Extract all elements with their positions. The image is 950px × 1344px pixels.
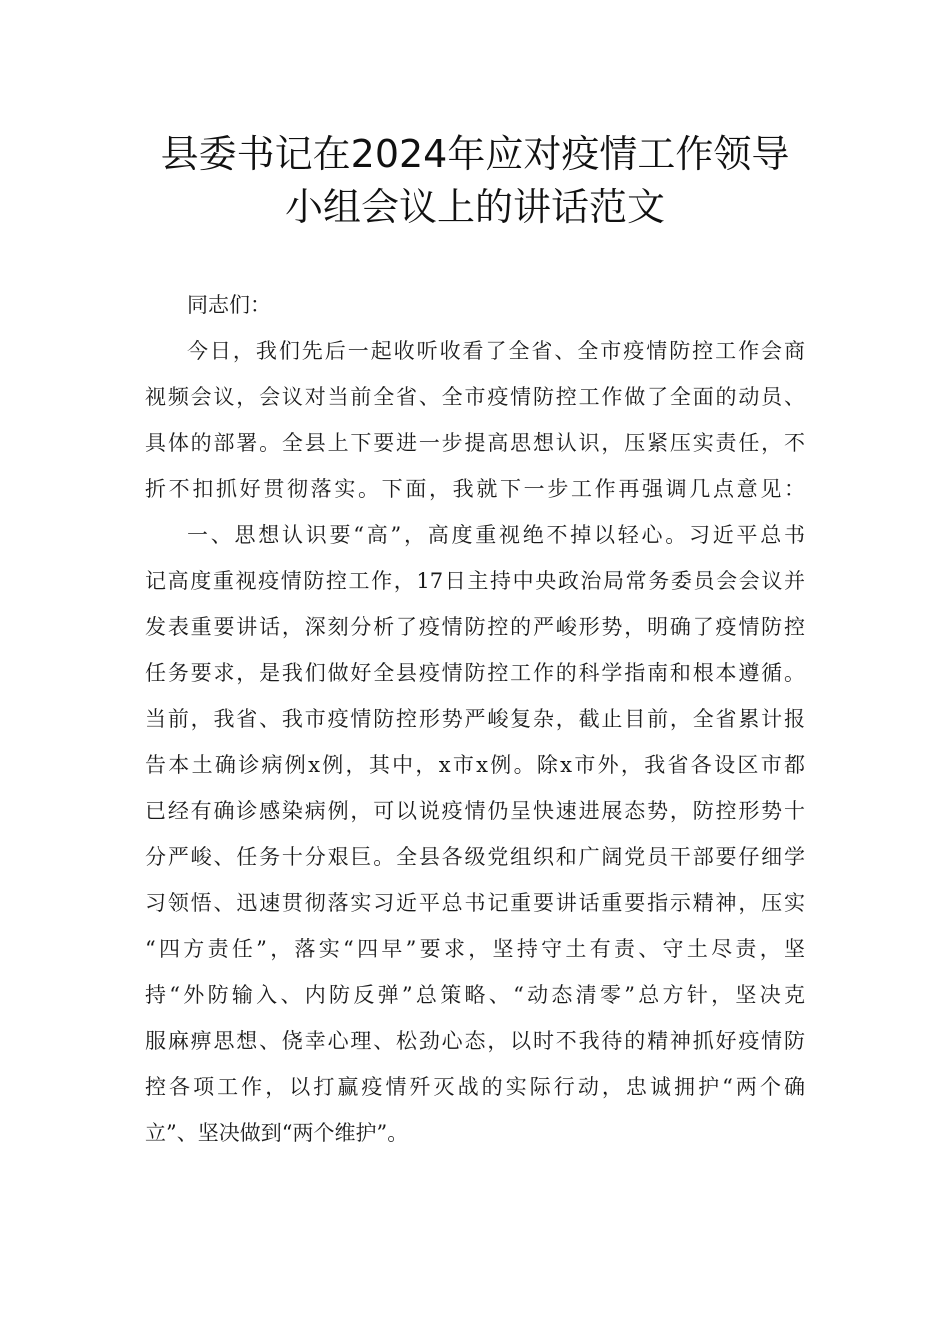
paragraph-line: 服麻痹思想、侥幸心理、松劲心态，以时不我待的精神抓好疫情防 (145, 1029, 805, 1053)
paragraph-line: 分严峻、任务十分艰巨。全县各级党组织和广阔党员干部要仔细学 (145, 845, 805, 869)
paragraph-line: 任务要求，是我们做好全县疫情防控工作的科学指南和根本遵循。 (145, 661, 805, 685)
paragraph-line: 告本土确诊病例x例，其中，x市x例。除x市外，我省各设区市都 (145, 753, 805, 777)
paragraph-line: 发表重要讲话，深刻分析了疫情防控的严峻形势，明确了疫情防控 (145, 615, 805, 639)
paragraph-line: 具体的部署。全县上下要进一步提高思想认识，压紧压实责任，不 (145, 431, 805, 455)
paragraph-line: 习领悟、迅速贯彻落实习近平总书记重要讲话重要指示精神，压实 (145, 891, 805, 915)
paragraph-line: 持“外防输入、内防反弹”总策略、“动态清零”总方针，坚决克 (145, 983, 805, 1007)
paragraph-line: 视频会议，会议对当前全省、全市疫情防控工作做了全面的动员、 (145, 385, 805, 409)
document-title-line-1: 县委书记在2024年应对疫情工作领导 (160, 132, 790, 176)
paragraph-line: 折不扣抓好贯彻落实。下面，我就下一步工作再强调几点意见： (145, 477, 805, 501)
paragraph-2 (145, 512, 805, 1156)
paragraph-line: 立”、坚决做到“两个维护”。 (145, 1121, 409, 1145)
paragraph-1 (145, 328, 805, 512)
paragraph-line: 当前，我省、我市疫情防控形势严峻复杂，截止目前，全省累计报 (145, 707, 805, 731)
paragraph-line: 一、思想认识要“高”，高度重视绝不掉以轻心。习近平总书 (187, 523, 805, 547)
paragraph-line: 控各项工作，以打赢疫情歼灭战的实际行动，忠诚拥护“两个确 (145, 1075, 805, 1099)
paragraph-line: “四方责任”，落实“四早”要求，坚持守土有责、守土尽责，坚 (145, 937, 805, 961)
document-body (145, 282, 805, 1156)
paragraph-line: 记高度重视疫情防控工作，17日主持中央政治局常务委员会会议并 (145, 569, 805, 593)
paragraph-line: 今日，我们先后一起收听收看了全省、全市疫情防控工作会商 (187, 339, 805, 363)
document-title-line-2: 小组会议上的讲话范文 (284, 185, 665, 229)
greeting: 同志们： (187, 293, 271, 317)
paragraph-line: 已经有确诊感染病例，可以说疫情仍呈快速进展态势，防控形势十 (145, 799, 805, 823)
